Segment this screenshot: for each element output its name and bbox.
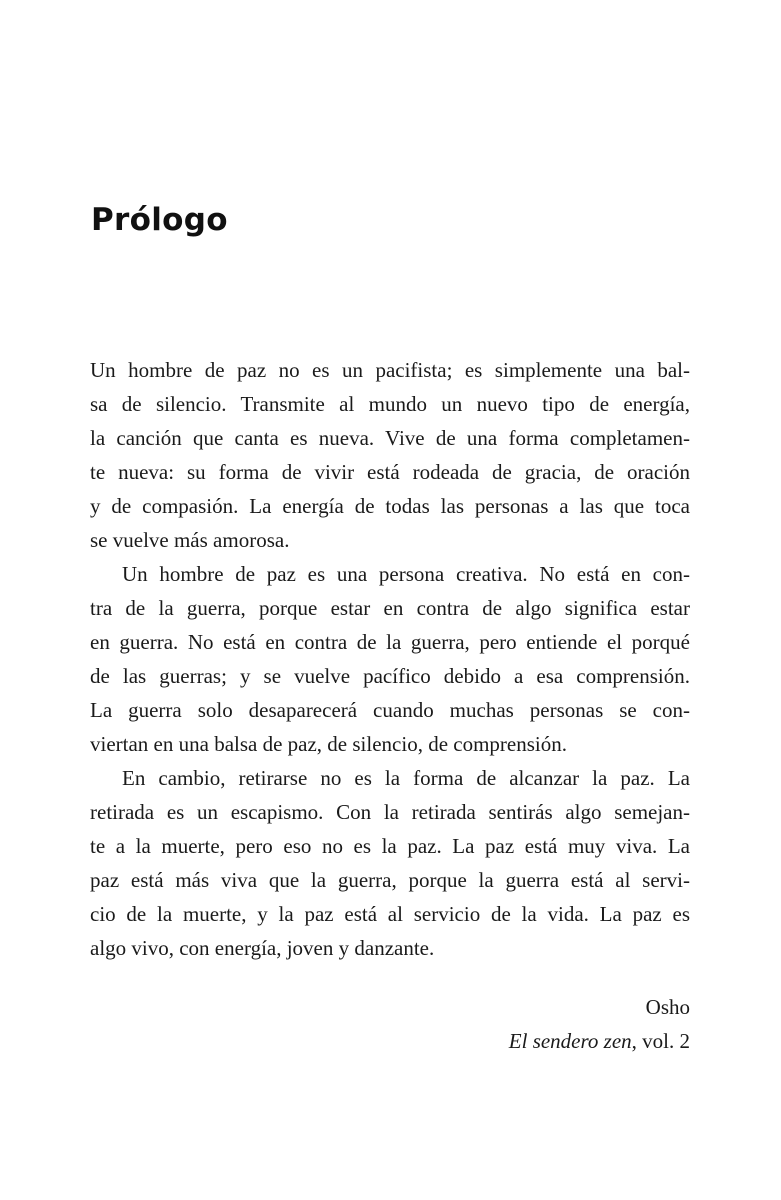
text-line: viertan en una balsa de paz, de silencio, de comprensión. bbox=[90, 732, 567, 756]
text-line: algo vivo, con energía, joven y danzante. bbox=[90, 936, 435, 960]
attribution bbox=[90, 990, 690, 1058]
text-line: se vuelve más amorosa. bbox=[90, 528, 290, 552]
text-line: de las guerras; y se vuelve pacífico debido a esa comprensión. bbox=[90, 664, 690, 688]
chapter-title: Prólogo bbox=[91, 202, 228, 238]
text-line: La guerra solo desaparecerá cuando muchas personas se con- bbox=[90, 698, 690, 722]
text-line: retirada es un escapismo. Con la retirada sentirás algo semejan- bbox=[90, 800, 690, 824]
text-line: te nueva: su forma de vivir está rodeada de gracia, de oración bbox=[90, 460, 690, 484]
paragraph-1 bbox=[90, 353, 690, 557]
text-line: En cambio, retirarse no es la forma de alcanzar la paz. La bbox=[122, 766, 690, 790]
text-line: y de compasión. La energía de todas las personas a las que toca bbox=[90, 494, 690, 518]
author-name: Osho bbox=[645, 995, 690, 1019]
prologue-body bbox=[90, 353, 690, 965]
paragraph-3 bbox=[90, 761, 690, 965]
text-line: cio de la muerte, y la paz está al servicio de la vida. La paz es bbox=[90, 902, 690, 926]
paragraph-2 bbox=[90, 557, 690, 761]
text-line: Un hombre de paz no es un pacifista; es simplemente una bal- bbox=[90, 358, 690, 382]
source-citation bbox=[90, 1024, 690, 1058]
text-line: te a la muerte, pero eso no es la paz. La paz está muy viva. La bbox=[90, 834, 690, 858]
text-line: en guerra. No está en contra de la guerra, pero entiende el porqué bbox=[90, 630, 690, 654]
text-line: tra de la guerra, porque estar en contra de algo significa estar bbox=[90, 596, 690, 620]
book-title: El sendero zen bbox=[508, 1029, 632, 1053]
text-line: Un hombre de paz es una persona creativa. No está en con- bbox=[122, 562, 690, 586]
volume-number: , vol. 2 bbox=[631, 1029, 690, 1053]
text-line: sa de silencio. Transmite al mundo un nuevo tipo de energía, bbox=[90, 392, 690, 416]
text-line: paz está más viva que la guerra, porque la guerra está al servi- bbox=[90, 868, 690, 892]
text-line: la canción que canta es nueva. Vive de una forma completamen- bbox=[90, 426, 690, 450]
